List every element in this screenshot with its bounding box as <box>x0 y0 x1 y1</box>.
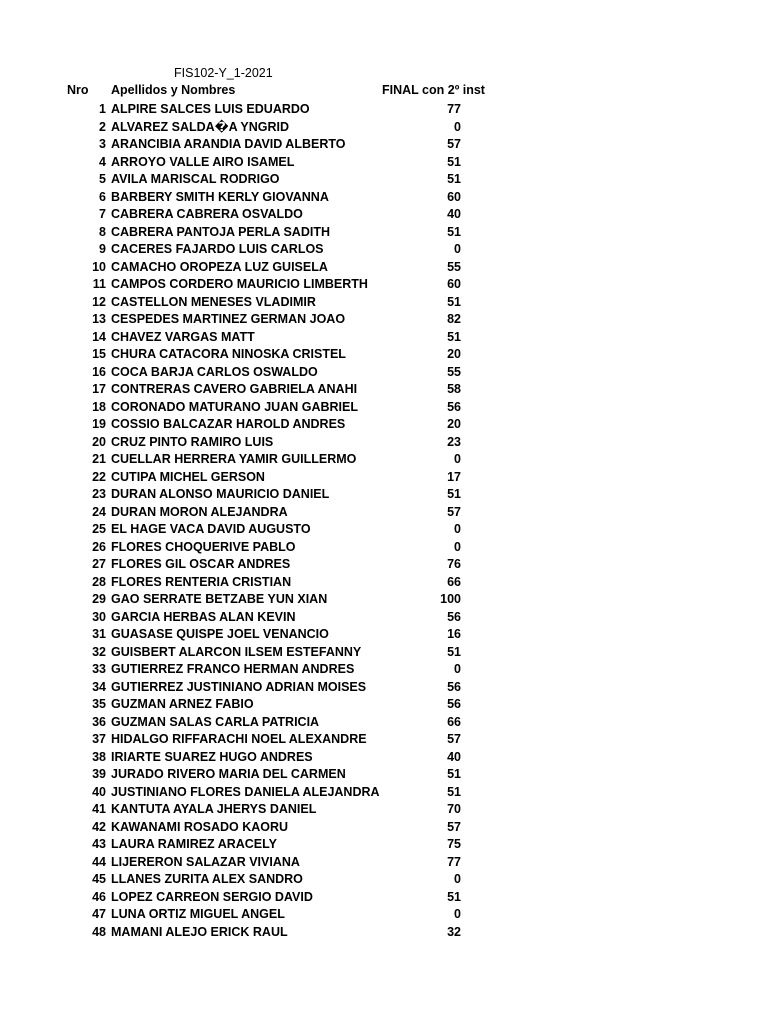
row-name: ARANCIBIA ARANDIA DAVID ALBERTO <box>111 137 346 151</box>
table-row <box>0 206 768 224</box>
row-nro: 47 <box>92 907 106 921</box>
table-row <box>0 399 768 417</box>
row-nro: 33 <box>92 662 106 676</box>
row-nro: 5 <box>99 172 106 186</box>
row-name: JURADO RIVERO MARIA DEL CARMEN <box>111 767 346 781</box>
row-name: KAWANAMI ROSADO KAORU <box>111 819 289 834</box>
row-name: CHAVEZ VARGAS MATT <box>111 329 255 344</box>
row-nro: 40 <box>92 784 106 799</box>
row-final-grade: 77 <box>447 854 461 869</box>
row-final-grade: 0 <box>454 452 461 466</box>
table-row <box>0 574 768 592</box>
row-name: CRUZ PINTO RAMIRO LUIS <box>111 434 274 449</box>
table-row <box>0 889 768 907</box>
row-nro: 24 <box>92 504 106 519</box>
row-nro: 27 <box>92 557 106 571</box>
row-final-grade: 60 <box>447 277 461 291</box>
row-nro: 8 <box>99 224 106 239</box>
row-final-grade: 51 <box>447 294 461 309</box>
row-nro: 6 <box>99 189 106 204</box>
row-name: ARROYO VALLE AIRO ISAMEL <box>111 154 295 169</box>
table-row <box>0 136 768 154</box>
row-nro: 20 <box>92 434 106 449</box>
row-nro: 37 <box>92 732 106 746</box>
row-final-grade: 66 <box>447 574 461 589</box>
row-final-grade: 51 <box>447 154 461 169</box>
row-nro: 36 <box>92 714 106 729</box>
row-final-grade: 51 <box>447 487 461 501</box>
row-final-grade: 17 <box>447 469 461 484</box>
row-nro: 9 <box>99 242 106 256</box>
table-row <box>0 154 768 172</box>
row-name: GUTIERREZ JUSTINIANO ADRIAN MOISES <box>111 679 367 694</box>
row-name: DURAN ALONSO MAURICIO DANIEL <box>111 487 330 501</box>
row-nro: 41 <box>92 802 106 816</box>
row-final-grade: 56 <box>447 399 461 414</box>
table-row <box>0 504 768 522</box>
row-nro: 42 <box>92 819 106 834</box>
row-final-grade: 0 <box>454 872 461 886</box>
row-final-grade: 55 <box>447 364 461 379</box>
row-nro: 48 <box>92 924 106 939</box>
row-final-grade: 56 <box>447 679 461 694</box>
table-row <box>0 224 768 242</box>
table-row <box>0 416 768 434</box>
row-name: LUNA ORTIZ MIGUEL ANGEL <box>111 907 285 921</box>
row-nro: 45 <box>92 872 106 886</box>
header-nro: Nro <box>67 83 89 97</box>
row-name: CUELLAR HERRERA YAMIR GUILLERMO <box>111 452 357 466</box>
row-nro: 11 <box>92 277 106 291</box>
row-name: FLORES CHOQUERIVE PABLO <box>111 539 296 554</box>
row-name: CAMPOS CORDERO MAURICIO LIMBERTH <box>111 277 368 291</box>
table-row <box>0 521 768 539</box>
row-final-grade: 56 <box>447 609 461 624</box>
row-name: EL HAGE VACA DAVID AUGUSTO <box>111 522 311 536</box>
row-name: CUTIPA MICHEL GERSON <box>111 469 265 484</box>
table-row <box>0 731 768 749</box>
row-final-grade: 40 <box>447 207 461 221</box>
row-final-grade: 60 <box>447 189 461 204</box>
table-row <box>0 171 768 189</box>
row-final-grade: 51 <box>447 784 461 799</box>
row-final-grade: 23 <box>447 434 461 449</box>
table-row <box>0 364 768 382</box>
table-row <box>0 486 768 504</box>
row-final-grade: 0 <box>454 662 461 676</box>
row-nro: 19 <box>92 417 106 431</box>
table-row <box>0 119 768 137</box>
row-final-grade: 32 <box>447 924 461 939</box>
row-nro: 30 <box>92 609 106 624</box>
row-nro: 2 <box>99 119 106 134</box>
row-final-grade: 0 <box>454 242 461 256</box>
row-name: LIJERERON SALAZAR VIVIANA <box>111 854 300 869</box>
row-final-grade: 51 <box>447 767 461 781</box>
table-row <box>0 871 768 889</box>
header-final: FINAL con 2º inst <box>382 83 485 97</box>
row-nro: 4 <box>99 154 106 169</box>
row-nro: 18 <box>92 399 106 414</box>
table-row <box>0 679 768 697</box>
table-row <box>0 836 768 854</box>
table-row <box>0 714 768 732</box>
row-nro: 31 <box>92 627 106 641</box>
row-name: GAO SERRATE BETZABE YUN XIAN <box>111 592 328 606</box>
row-nro: 46 <box>92 889 106 904</box>
table-row <box>0 906 768 924</box>
row-final-grade: 66 <box>447 714 461 729</box>
row-nro: 12 <box>92 294 106 309</box>
table-row <box>0 346 768 364</box>
row-nro: 21 <box>92 452 106 466</box>
table-row <box>0 434 768 452</box>
row-nro: 38 <box>92 749 106 764</box>
row-nro: 25 <box>92 522 106 536</box>
row-name: FLORES RENTERIA CRISTIAN <box>111 574 292 589</box>
row-final-grade: 77 <box>447 102 461 116</box>
table-row <box>0 749 768 767</box>
row-nro: 32 <box>92 644 106 659</box>
row-final-grade: 70 <box>447 802 461 816</box>
row-name: GARCIA HERBAS ALAN KEVIN <box>111 609 296 624</box>
row-final-grade: 57 <box>447 137 461 151</box>
table-row <box>0 451 768 469</box>
row-name: CHURA CATACORA NINOSKA CRISTEL <box>111 347 346 361</box>
row-final-grade: 51 <box>447 224 461 239</box>
table-row <box>0 539 768 557</box>
table-row <box>0 329 768 347</box>
row-name: LLANES ZURITA ALEX SANDRO <box>111 872 303 886</box>
table-row <box>0 784 768 802</box>
table-row <box>0 294 768 312</box>
row-final-grade: 20 <box>447 417 461 431</box>
row-name: GUISBERT ALARCON ILSEM ESTEFANNY <box>111 644 362 659</box>
table-row <box>0 101 768 119</box>
row-name: CESPEDES MARTINEZ GERMAN JOAO <box>111 312 346 326</box>
row-name: GUASASE QUISPE JOEL VENANCIO <box>111 627 329 641</box>
row-name: CAMACHO OROPEZA LUZ GUISELA <box>111 259 328 274</box>
row-nro: 22 <box>92 469 106 484</box>
row-name: GUZMAN SALAS CARLA PATRICIA <box>111 714 320 729</box>
table-row <box>0 276 768 294</box>
row-name: IRIARTE SUAREZ HUGO ANDRES <box>111 749 313 764</box>
row-final-grade: 51 <box>447 644 461 659</box>
row-nro: 23 <box>92 487 106 501</box>
row-nro: 43 <box>92 837 106 851</box>
table-row <box>0 311 768 329</box>
row-name: LAURA RAMIREZ ARACELY <box>111 837 277 851</box>
row-name: MAMANI ALEJO ERICK RAUL <box>111 924 288 939</box>
row-final-grade: 0 <box>454 119 461 134</box>
table-row <box>0 381 768 399</box>
table-row <box>0 801 768 819</box>
table-row <box>0 696 768 714</box>
table-row <box>0 661 768 679</box>
row-name: ALPIRE SALCES LUIS EDUARDO <box>111 102 310 116</box>
table-body <box>0 101 768 941</box>
row-nro: 3 <box>99 137 106 151</box>
document-title: FIS102-Y_1-2021 <box>174 66 273 80</box>
row-name: FLORES GIL OSCAR ANDRES <box>111 557 291 571</box>
row-name: AVILA MARISCAL RODRIGO <box>111 172 280 186</box>
row-name: CASTELLON MENESES VLADIMIR <box>111 294 316 309</box>
table-row <box>0 189 768 207</box>
row-nro: 15 <box>92 347 106 361</box>
row-final-grade: 76 <box>447 557 461 571</box>
row-name: GUTIERREZ FRANCO HERMAN ANDRES <box>111 662 355 676</box>
header-name: Apellidos y Nombres <box>111 83 236 97</box>
table-row <box>0 854 768 872</box>
row-name: CACERES FAJARDO LUIS CARLOS <box>111 242 324 256</box>
table-row <box>0 609 768 627</box>
row-final-grade: 58 <box>447 382 461 396</box>
row-name: KANTUTA AYALA JHERYS DANIEL <box>111 802 317 816</box>
row-nro: 10 <box>92 259 106 274</box>
row-name: COSSIO BALCAZAR HAROLD ANDRES <box>111 417 346 431</box>
row-final-grade: 75 <box>447 837 461 851</box>
row-name: CABRERA PANTOJA PERLA SADITH <box>111 224 330 239</box>
row-final-grade: 51 <box>447 172 461 186</box>
row-name: LOPEZ CARREON SERGIO DAVID <box>111 889 313 904</box>
row-final-grade: 57 <box>447 732 461 746</box>
table-row <box>0 556 768 574</box>
row-name: HIDALGO RIFFARACHI NOEL ALEXANDRE <box>111 732 367 746</box>
table-header <box>0 83 768 100</box>
row-nro: 39 <box>92 767 106 781</box>
row-name: CABRERA CABRERA OSVALDO <box>111 207 303 221</box>
row-final-grade: 20 <box>447 347 461 361</box>
row-final-grade: 51 <box>447 329 461 344</box>
row-final-grade: 55 <box>447 259 461 274</box>
table-row <box>0 259 768 277</box>
row-nro: 16 <box>92 364 106 379</box>
row-nro: 14 <box>92 329 106 344</box>
row-nro: 1 <box>99 102 106 116</box>
row-nro: 13 <box>92 312 106 326</box>
table-row <box>0 469 768 487</box>
row-name: CORONADO MATURANO JUAN GABRIEL <box>111 399 358 414</box>
row-nro: 28 <box>92 574 106 589</box>
row-nro: 29 <box>92 592 106 606</box>
row-final-grade: 16 <box>447 627 461 641</box>
row-final-grade: 82 <box>447 312 461 326</box>
row-nro: 17 <box>92 382 106 396</box>
row-final-grade: 0 <box>454 522 461 536</box>
row-name: JUSTINIANO FLORES DANIELA ALEJANDRA <box>111 784 380 799</box>
row-nro: 7 <box>99 207 106 221</box>
row-name: COCA BARJA CARLOS OSWALDO <box>111 364 318 379</box>
table-row <box>0 819 768 837</box>
row-nro: 44 <box>92 854 106 869</box>
row-final-grade: 57 <box>447 819 461 834</box>
row-final-grade: 56 <box>447 697 461 711</box>
row-name: DURAN MORON ALEJANDRA <box>111 504 288 519</box>
row-nro: 34 <box>92 679 106 694</box>
row-final-grade: 40 <box>447 749 461 764</box>
row-name: BARBERY SMITH KERLY GIOVANNA <box>111 189 329 204</box>
row-nro: 35 <box>92 697 106 711</box>
row-nro: 26 <box>92 539 106 554</box>
table-row <box>0 626 768 644</box>
table-row <box>0 766 768 784</box>
row-name: GUZMAN ARNEZ FABIO <box>111 697 254 711</box>
row-final-grade: 51 <box>447 889 461 904</box>
row-final-grade: 57 <box>447 504 461 519</box>
table-row <box>0 644 768 662</box>
table-row <box>0 591 768 609</box>
row-name: CONTRERAS CAVERO GABRIELA ANAHI <box>111 382 358 396</box>
table-row <box>0 924 768 942</box>
row-final-grade: 0 <box>454 907 461 921</box>
row-final-grade: 100 <box>440 592 461 606</box>
table-row <box>0 241 768 259</box>
row-final-grade: 0 <box>454 539 461 554</box>
row-name: ALVAREZ SALDA�A YNGRID <box>111 119 290 134</box>
